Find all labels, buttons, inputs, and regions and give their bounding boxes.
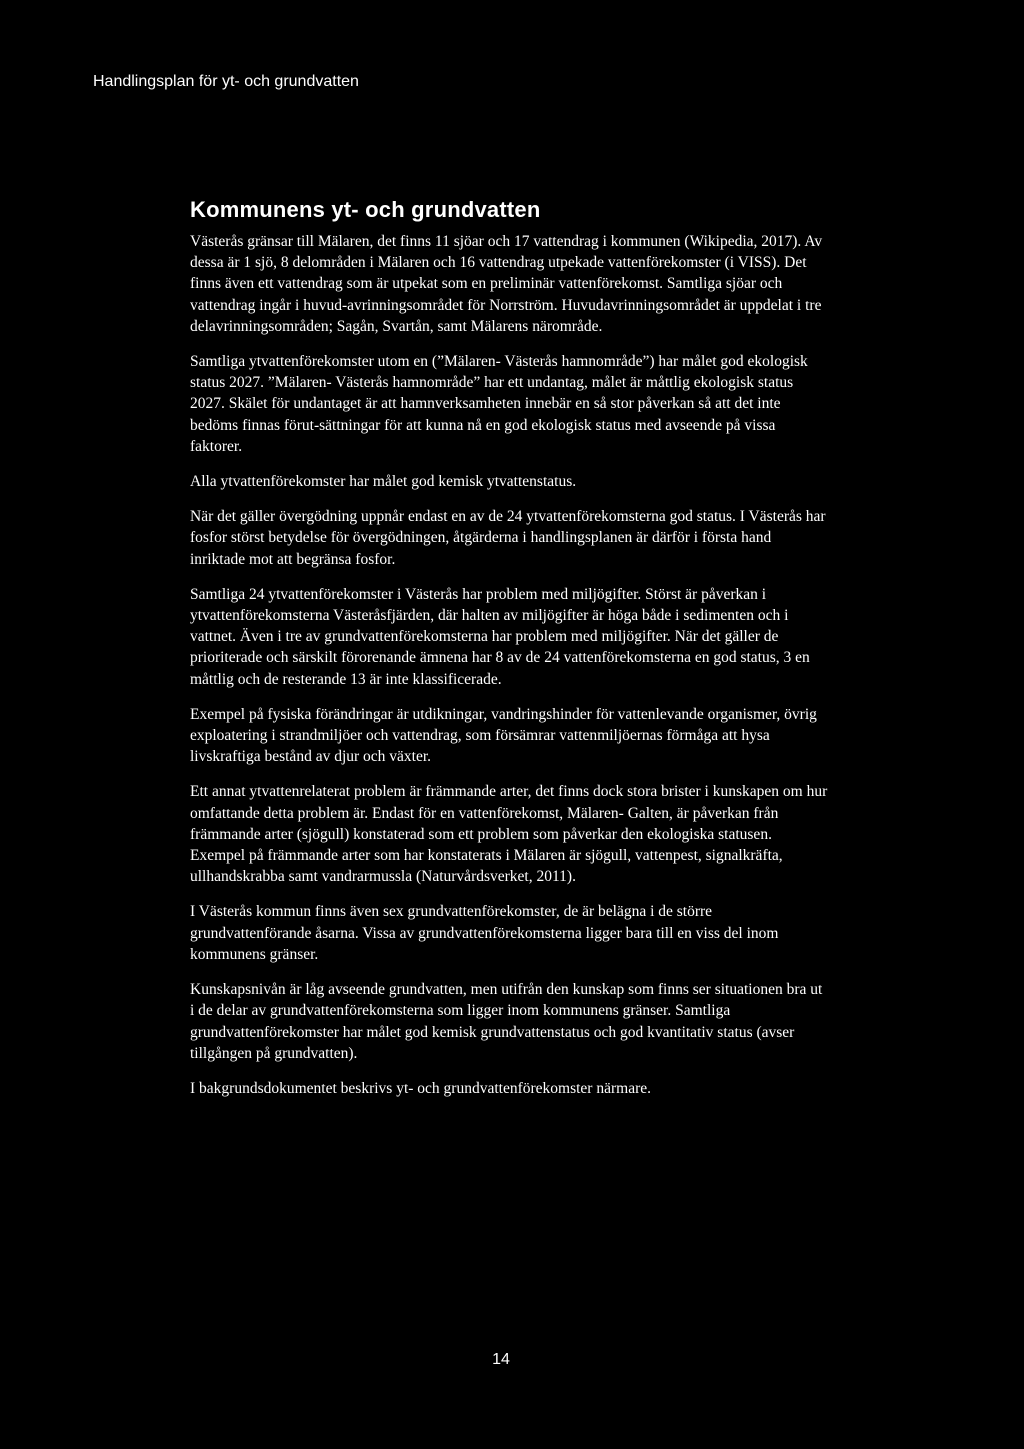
section-title: Kommunens yt- och grundvatten [190,197,541,222]
paragraph-water-bodies: Västerås gränsar till Mälaren, det finns 11 sjöar och 17 vattendrag i kommunen (Wikipedia, 2017). Av dessa är 1 sjö, 8 delområden i Mälaren och 16 vattendrag utpekade vattenförekomster (i VISS). Det finns även ett vattendrag som är utpekat som en preliminär vattenförekomst. Samtliga sjöar och vattendrag ingår i huvud-avrinningsområdet för Norrström. Huvudavrinningsområdet är uppdelat i tre delavrinningsområden; Sagån, Svartån, samt Mälarens närområde. [190,233,823,335]
paragraph-groundwater-knowledge: Kunskapsnivån är låg avseende grundvatten, men utifrån den kunskap som finns ser situationen bra ut i de delar av grundvattenförekomsterna som ligger inom kommunens gränser. Samtliga grundvattenförekomster har målet god kemisk grundvattenstatus och god kvantitativ status (avser tillgången på grundvatten). [190,981,823,1062]
main-content [190,197,830,1113]
paragraph-invasive-species: Ett annat ytvattenrelaterat problem är främmande arter, det finns dock stora brister i kunskapen om hur omfattande detta problem är. Endast för en vattenförekomst, Mälaren- Galten, är påverkan från främmande arter (sjögull) konstaterad som ett problem som påverkar den ekologiska statusen. Exempel på främmande arter som har konstaterats i Mälaren är sjögull, vattenpest, signalkräfta, ullhandskrabba samt vandrarmussla (Naturvårdsverket, 2011). [190,783,828,886]
paragraph-physical-changes: Exempel på fysiska förändringar är utdikningar, vandringshinder för vattenlevande organismer, övrig exploatering i strandmiljöer och vattendrag, som försämrar vattenmiljöernas förmåga att hysa livskraftiga bestånd av djur och växter. [190,705,817,766]
running-header: Handlingsplan för yt- och grundvatten [93,73,359,90]
paragraph-eutrophication: När det gäller övergödning uppnår endast en av de 24 ytvattenförekomsterna god status. I Västerås har fosfor störst betydelse för övergödningen, åtgärderna i handlingsplanen är därför i första hand inriktade mot att begränsa fosfor. [190,508,826,568]
paragraph-chemical-status: Alla ytvattenförekomster har målet god kemisk ytvattenstatus. [190,473,577,491]
page-number: 14 [492,1351,510,1368]
paragraph-pollutants: Samtliga 24 ytvattenförekomster i Västerås har problem med miljögifter. Störst är påverkan i ytvattenförekomsterna Västeråsfjärden, där halten av miljögifter är höga både i sedimenten och i vattnet. Även i tre av grundvattenförekomsterna har problem med miljögifter. När det gäller de prioriterade och särskilt förorenande ämnena har 8 av de 24 vattenförekomsterna en god status, 3 en måttlig och de resterande 13 är inte klassificerade. [190,585,810,688]
paragraph-groundwater-bodies: I Västerås kommun finns även sex grundvattenförekomster, de är belägna i de större grundvattenförande åsarna. Vissa av grundvattenförekomsterna ligger bara till en viss del inom kommunens gränser. [190,903,779,963]
paragraph-ecological-status: Samtliga ytvattenförekomster utom en (”Mälaren- Västerås hamnområde”) har målet god ekologisk status 2027. ”Mälaren- Västerås hamnområde” har ett undantag, målet är måttlig ekologisk status 2027. Skälet för undantaget är att hamnverksamheten innebär en så stor påverkan så att det inte bedöms finnas förut-sättningar för att kunna nå en god ekologisk status med avseende på vissa faktorer. [190,353,808,455]
paragraph-background-document: I bakgrundsdokumentet beskrivs yt- och grundvattenförekomster närmare. [190,1079,651,1097]
